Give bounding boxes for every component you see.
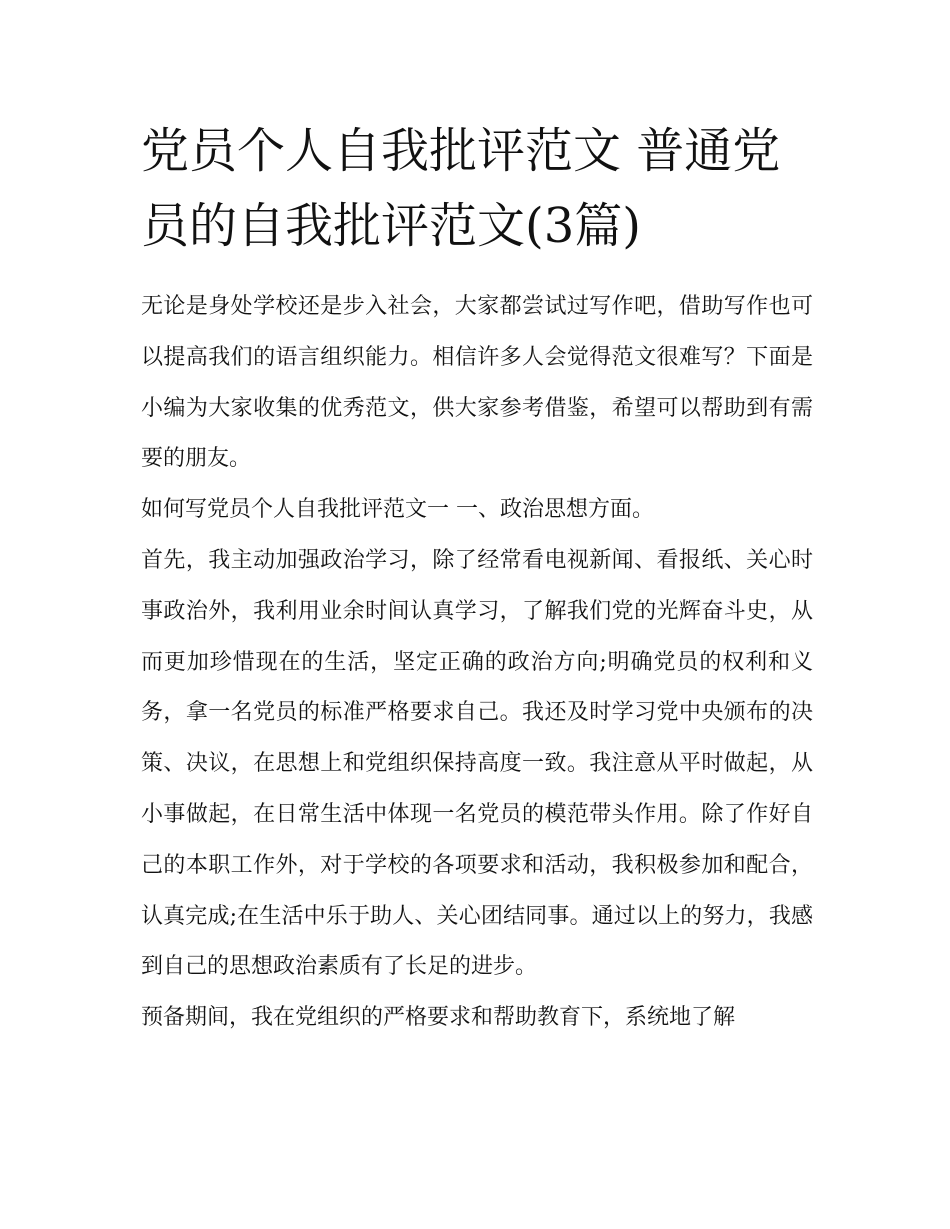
body-paragraph: 首先，我主动加强政治学习，除了经常看电视新闻、看报纸、关心时事政治外，我利用业余时间认真学习，了解我们党的光辉奋斗史，从而更加珍惜现在的生活，坚定正确的政治方向;明确党员的权利和义务，拿一名党员的标准严格要求自己。我还及时学习党中央颁布的决策、决议，在思想上和党组织保持高度一致。我注意从平时做起，从小事做起，在日常生活中体现一名党员的模范带头作用。除了作好自己的本职工作外，对于学校的各项要求和活动，我积极参加和配合，认真完成;在生活中乐于助人、关心团结同事。通过以上的努力，我感到自己的思想政治素质有了长足的进步。 xyxy=(141,547,813,980)
document-title: 党员个人自我批评范文 普通党员的自我批评范文(3篇) xyxy=(141,123,781,254)
body-paragraph: 预备期间，我在党组织的严格要求和帮助教育下，系统地了解 xyxy=(141,1005,736,1031)
section-heading-paragraph: 如何写党员个人自我批评范文一 一、政治思想方面。 xyxy=(141,497,654,523)
intro-paragraph: 无论是身处学校还是步入社会，大家都尝试过写作吧，借助写作也可以提高我们的语言组织能力。相信许多人会觉得范文很难写？下面是小编为大家收集的优秀范文，供大家参考借鉴，希望可以帮助到有需要的朋友。 xyxy=(141,294,813,472)
document-body xyxy=(141,114,813,1044)
